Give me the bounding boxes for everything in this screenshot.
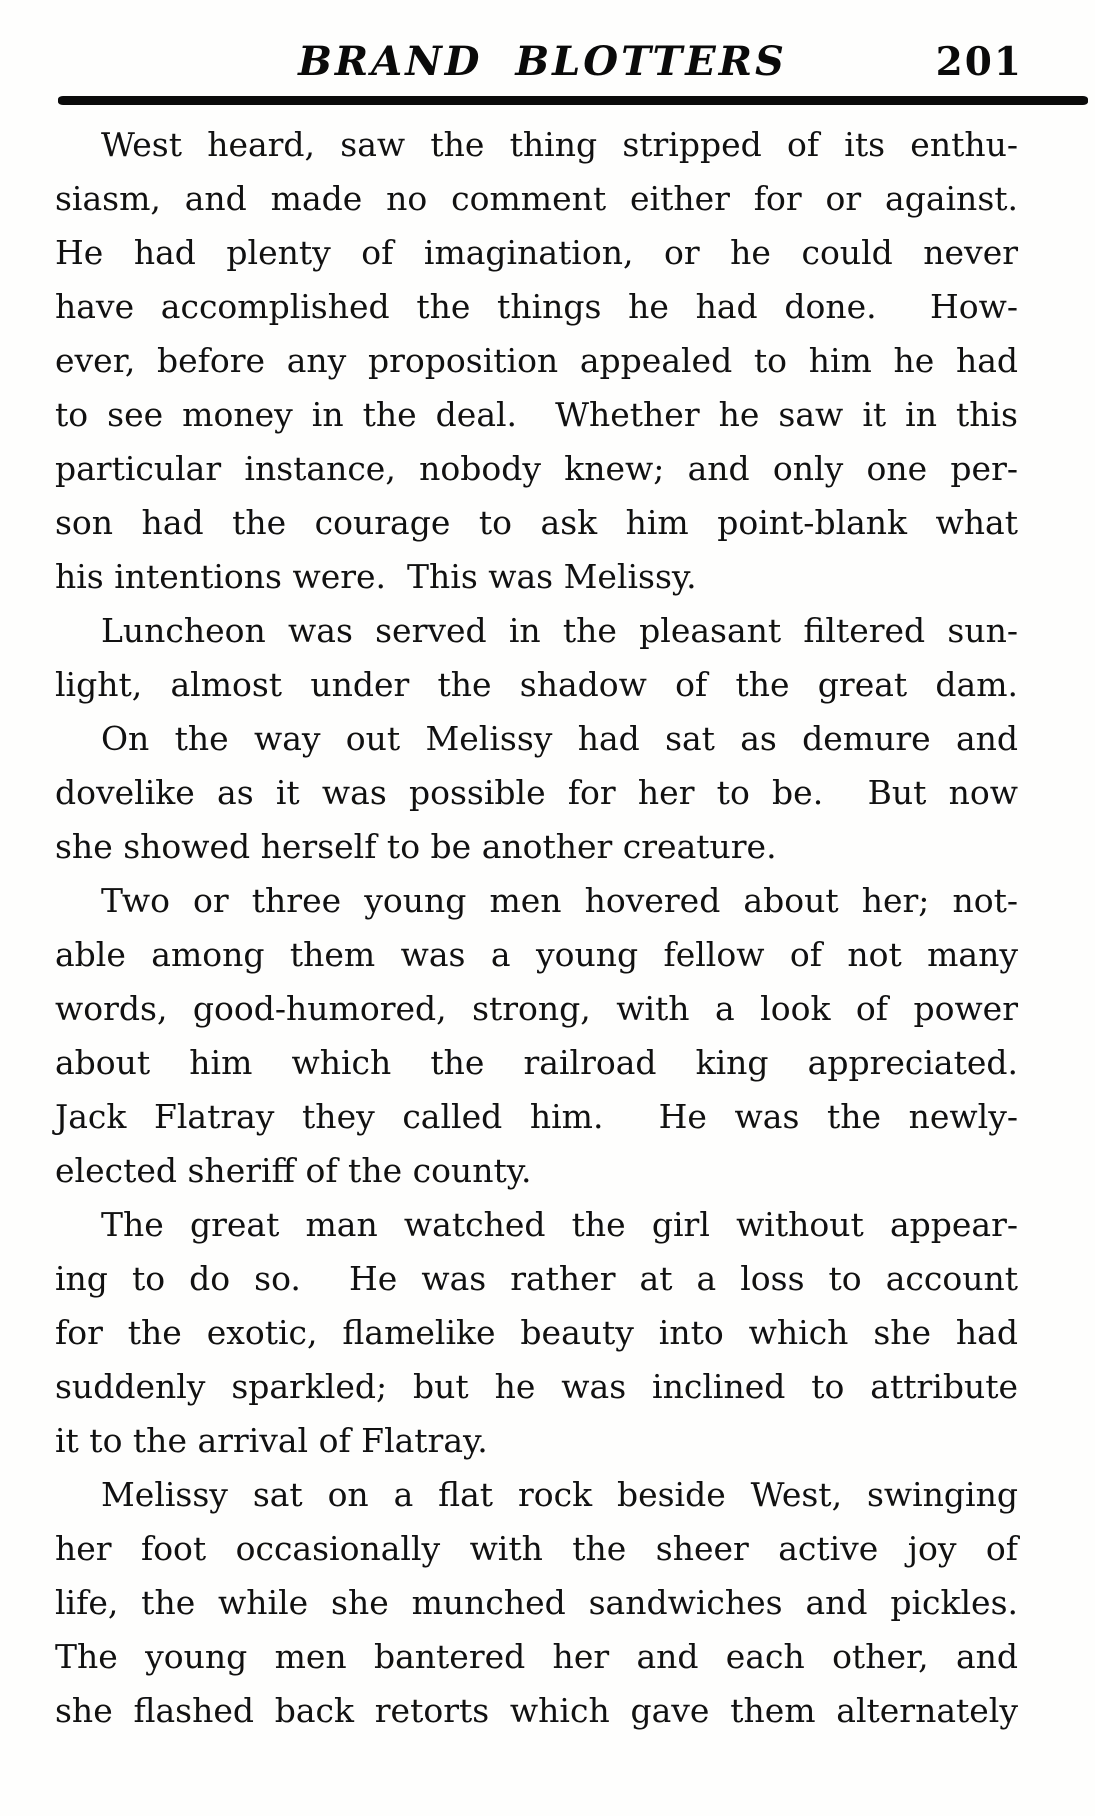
text-line: about him which the railroad king appreciated. [55, 1043, 1018, 1082]
paragraph [55, 604, 1018, 712]
text-line: she showed herself to be another creature. [55, 827, 777, 866]
paragraph [55, 874, 1018, 1198]
text-line: The young men bantered her and each other, and [55, 1637, 1018, 1676]
page-number: 201 [935, 39, 1023, 85]
text-line: Jack Flatray they called him. He was the newly- [55, 1097, 1018, 1136]
text-line: her foot occasionally with the sheer active joy of [55, 1529, 1018, 1568]
text-line: for the exotic, flamelike beauty into which she had [55, 1313, 1018, 1352]
text-line: it to the arrival of Flatray. [55, 1421, 488, 1460]
text-line: elected sheriff of the county. [55, 1151, 532, 1190]
paragraph [55, 1468, 1018, 1738]
text-line: On the way out Melissy had sat as demure and [101, 719, 1018, 758]
text-line: words, good-humored, strong, with a look of power [55, 989, 1018, 1028]
text-line: able among them was a young fellow of not many [55, 935, 1018, 974]
paragraph [55, 118, 1018, 604]
text-line: light, almost under the shadow of the great dam. [55, 665, 1018, 704]
header-rule [58, 96, 1088, 105]
text-line: dovelike as it was possible for her to be. But now [55, 773, 1018, 812]
text-line: The great man watched the girl without appear- [101, 1205, 1018, 1244]
running-title: BRAND BLOTTERS [298, 38, 787, 85]
text-line: to see money in the deal. Whether he saw it in this [55, 395, 1018, 434]
text-line: she flashed back retorts which gave them alternately [55, 1691, 1018, 1730]
text-line: He had plenty of imagination, or he could never [55, 233, 1018, 272]
text-line: have accomplished the things he had done. How- [55, 287, 1018, 326]
text-line: siasm, and made no comment either for or against. [55, 179, 1018, 218]
text-line: Two or three young men hovered about her; not- [101, 881, 1018, 920]
text-line: suddenly sparkled; but he was inclined to attribute [55, 1367, 1018, 1406]
text-block [55, 118, 1018, 1738]
paragraph [55, 712, 1018, 874]
text-line: ing to do so. He was rather at a loss to account [55, 1259, 1018, 1298]
page-header [60, 38, 1025, 94]
text-line: his intentions were. This was Melissy. [55, 557, 697, 596]
text-line: life, the while she munched sandwiches and pickles. [55, 1583, 1018, 1622]
text-line: son had the courage to ask him point-blank what [55, 503, 1018, 542]
paragraph [55, 1198, 1018, 1468]
text-line: ever, before any proposition appealed to him he had [55, 341, 1018, 380]
text-line: West heard, saw the thing stripped of its enthu- [101, 125, 1018, 164]
text-line: Melissy sat on a flat rock beside West, swinging [101, 1475, 1018, 1514]
text-line: Luncheon was served in the pleasant filtered sun- [101, 611, 1018, 650]
text-line: particular instance, nobody knew; and only one per- [55, 449, 1018, 488]
